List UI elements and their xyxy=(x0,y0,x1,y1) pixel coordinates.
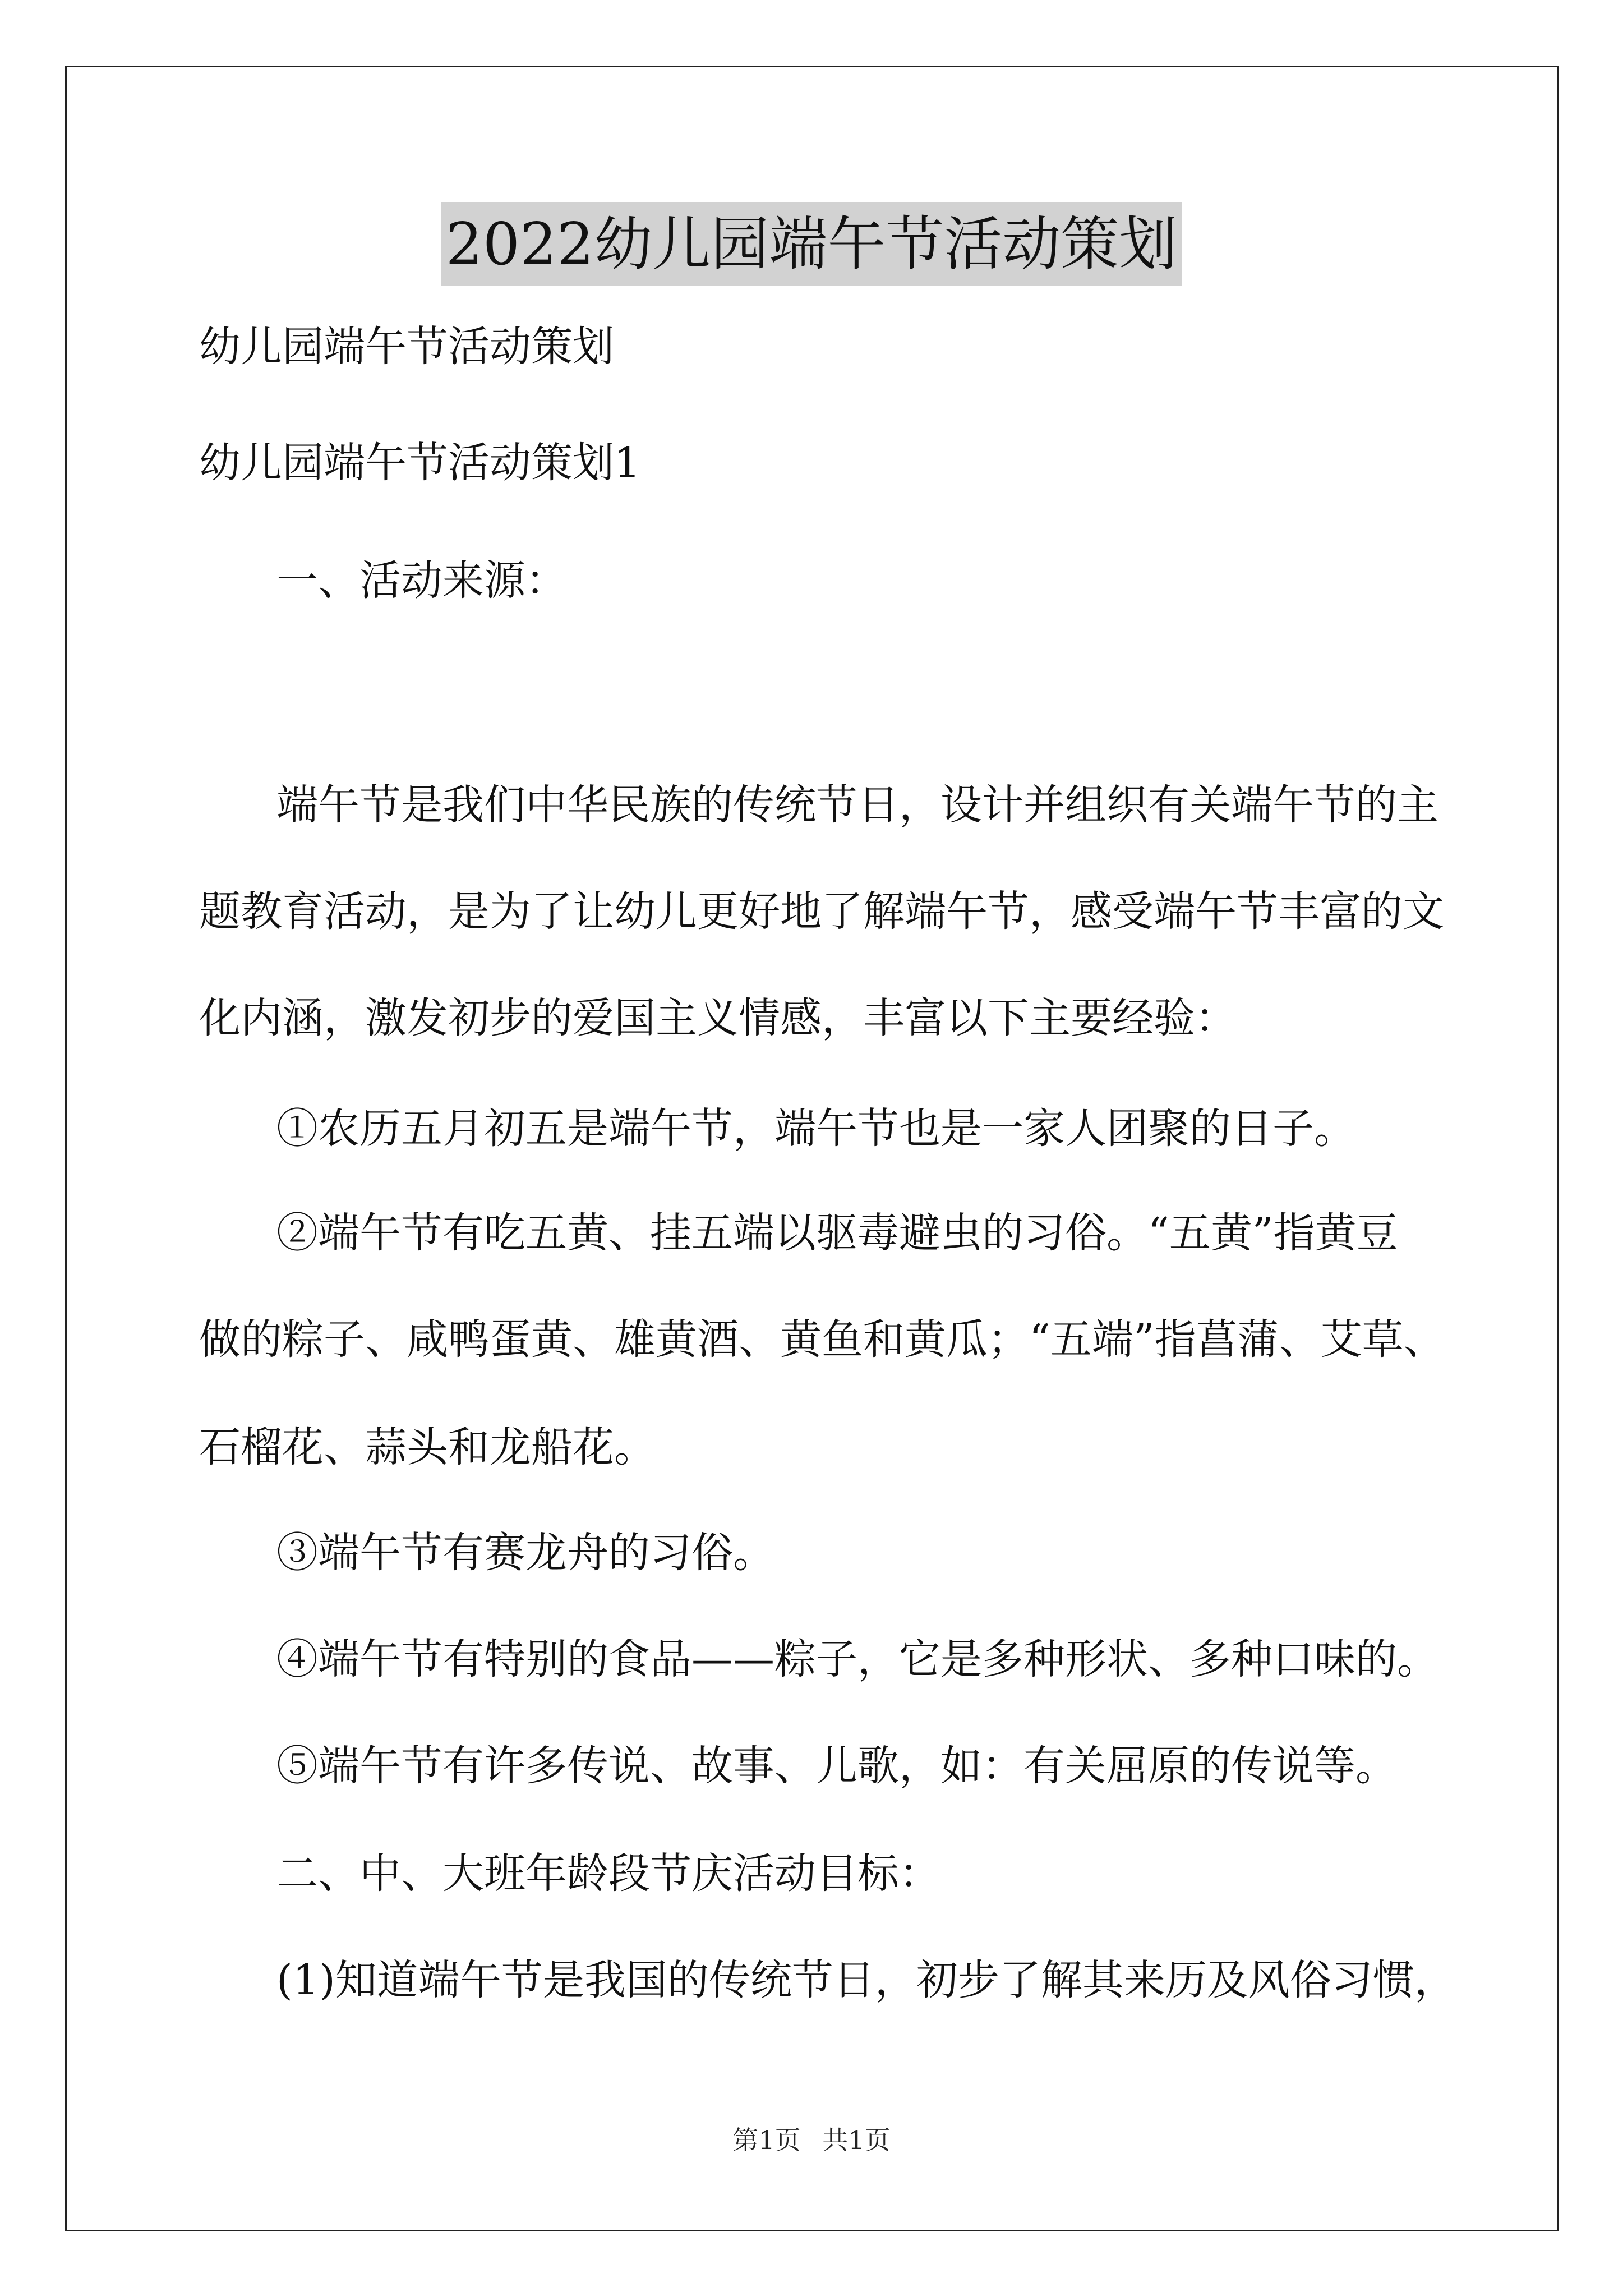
list-item-5: ⑤端午节有许多传说、故事、儿歌，如：有关屈原的传说等。 xyxy=(276,1742,1397,1790)
page-number: 第1页 xyxy=(732,2125,801,2155)
page-total: 共1页 xyxy=(822,2125,891,2155)
paragraph-line: 端午节是我们中华民族的传统节日，设计并组织有关端午节的主 xyxy=(276,781,1438,829)
page-footer xyxy=(0,2123,1623,2157)
goal-item-1: (1)知道端午节是我国的传统节日，初步了解其来历及风俗习惯， xyxy=(276,1956,1456,2004)
document-title xyxy=(0,202,1623,286)
heading-goals: 二、中、大班年龄段节庆活动目标： xyxy=(276,1849,940,1898)
document-title-text: 2022幼儿园端午节活动策划 xyxy=(441,202,1182,286)
section-heading-line: 幼儿园端午节活动策划1 xyxy=(199,439,641,487)
list-item-3: ③端午节有赛龙舟的习俗。 xyxy=(276,1529,774,1577)
list-item-2: ②端午节有吃五黄、挂五端以驱毒避虫的习俗。“五黄”指黄豆 xyxy=(276,1209,1398,1257)
list-item-2-cont: 石榴花、蒜头和龙船花。 xyxy=(199,1423,656,1471)
list-item-4: ④端午节有特别的食品——粽子，它是多种形状、多种口味的。 xyxy=(276,1635,1438,1683)
paragraph-line: 题教育活动，是为了让幼儿更好地了解端午节，感受端午节丰富的文 xyxy=(199,887,1444,936)
heading-activity-source: 一、活动来源： xyxy=(276,556,567,605)
list-item-1: ①农历五月初五是端午节，端午节也是一家人团聚的日子。 xyxy=(276,1105,1355,1153)
paragraph-line: 化内涵，激发初步的爱国主义情感，丰富以下主要经验： xyxy=(199,994,1237,1042)
list-item-2-cont: 做的粽子、咸鸭蛋黄、雄黄酒、黄鱼和黄瓜；“五端”指菖蒲、艾草、 xyxy=(199,1315,1445,1364)
subtitle-line: 幼儿园端午节活动策划 xyxy=(199,323,614,371)
